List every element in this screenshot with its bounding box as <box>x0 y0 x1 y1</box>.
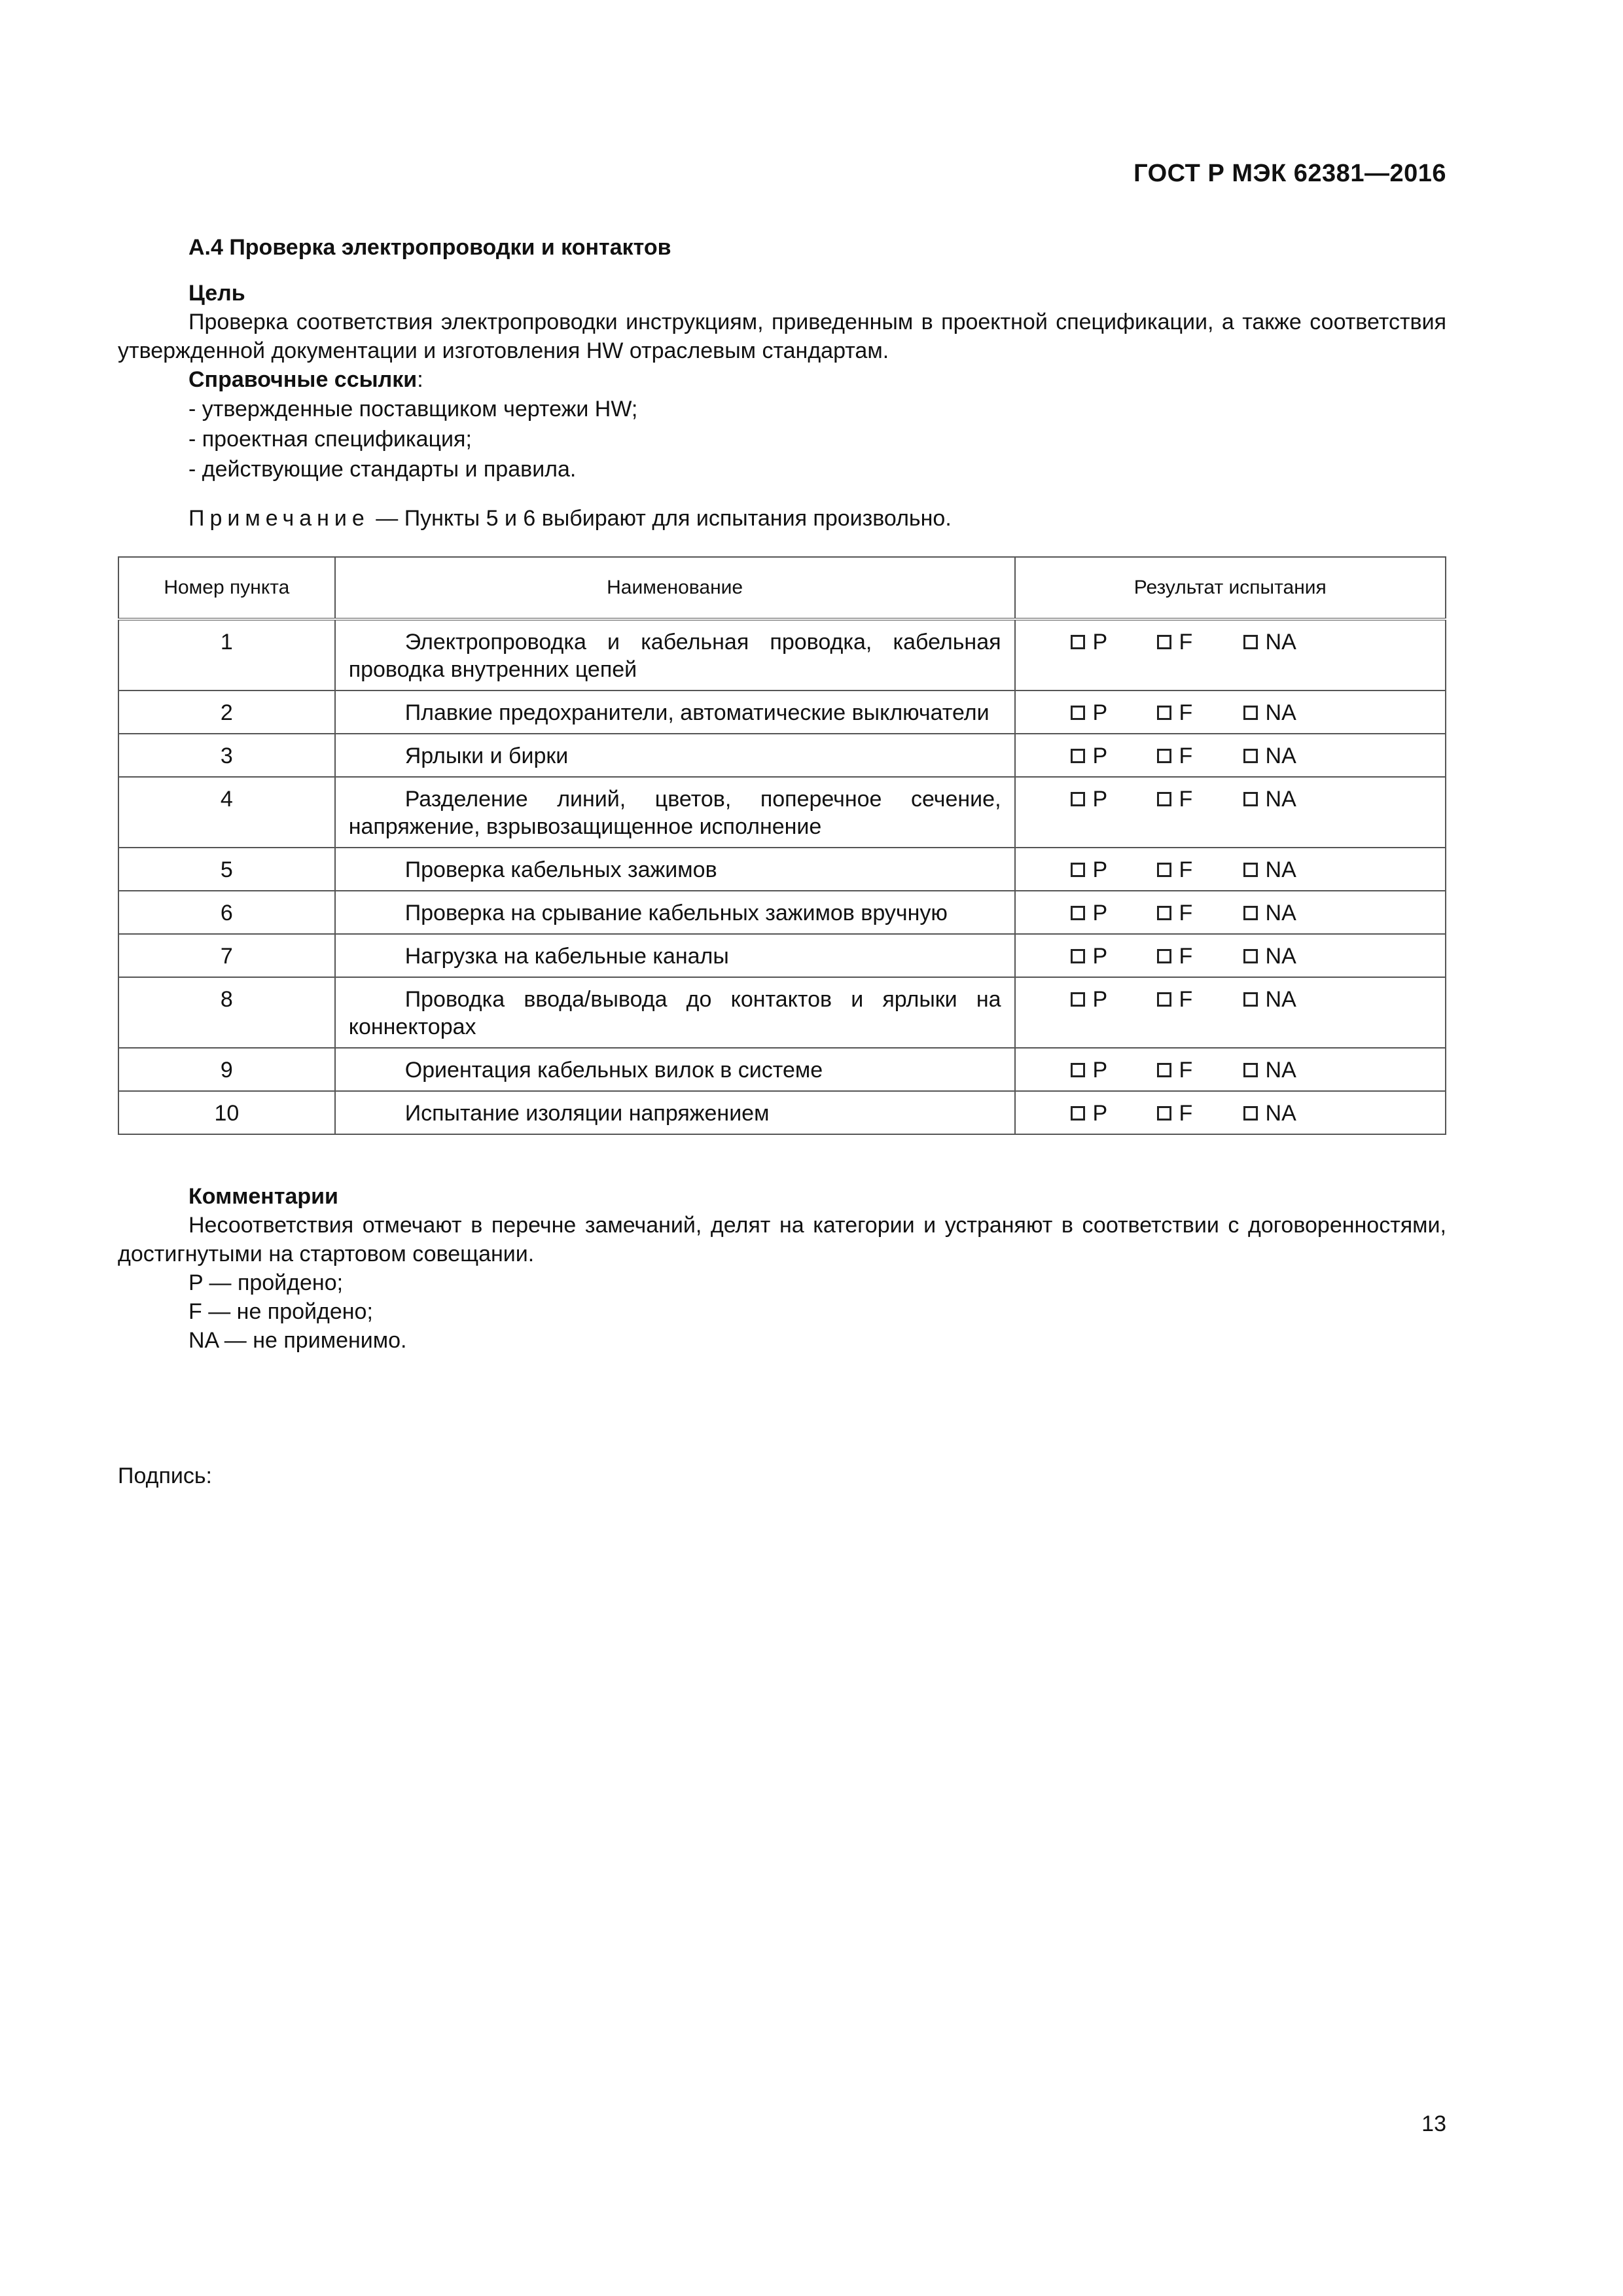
row-name-cell <box>335 891 1015 934</box>
page-number: 13 <box>1421 2111 1446 2136</box>
result-option-na[interactable] <box>1243 742 1330 770</box>
header-number: Номер пункта <box>118 557 335 619</box>
result-option-p[interactable] <box>1071 856 1157 884</box>
checkbox-icon[interactable] <box>1157 1063 1171 1077</box>
result-option-p[interactable] <box>1071 742 1157 770</box>
result-option-p[interactable] <box>1071 785 1157 813</box>
result-option-p[interactable] <box>1071 899 1157 927</box>
result-option-na[interactable] <box>1243 942 1330 970</box>
checkbox-icon[interactable] <box>1157 792 1171 806</box>
result-option-na[interactable] <box>1243 628 1330 656</box>
refs-heading: Справочные ссылки: <box>188 367 423 392</box>
row-name: Ориентация кабельных вилок в системе <box>404 1058 823 1083</box>
result-option-label: P <box>1092 700 1108 725</box>
checkbox-icon[interactable] <box>1157 949 1171 963</box>
row-result-cell <box>1015 777 1446 848</box>
goal-text: Проверка соответствия электропроводки инструкциям, приведенным в проектной спецификации, а также соответствия утвержденной документации и изготовления HW отраслевым стандартам. <box>118 310 1446 363</box>
row-name-cell <box>335 1091 1015 1134</box>
row-result-cell <box>1015 891 1446 934</box>
checkbox-icon[interactable] <box>1071 906 1085 920</box>
row-result-cell <box>1015 1048 1446 1091</box>
checkbox-icon[interactable] <box>1071 992 1085 1007</box>
result-options <box>1029 899 1432 927</box>
table-row <box>118 934 1446 977</box>
row-number: 6 <box>118 891 335 934</box>
result-option-f[interactable] <box>1157 742 1243 770</box>
result-option-f[interactable] <box>1157 699 1243 726</box>
result-options <box>1029 628 1432 656</box>
checkbox-icon[interactable] <box>1157 992 1171 1007</box>
refs-item: - утвержденные поставщиком чертежи HW; <box>188 397 638 422</box>
row-result-cell <box>1015 691 1446 734</box>
row-number: 10 <box>118 1091 335 1134</box>
row-number: 4 <box>118 777 335 848</box>
row-name: Ярлыки и бирки <box>404 744 569 768</box>
result-option-label: NA <box>1265 857 1296 882</box>
result-option-label: P <box>1092 744 1108 768</box>
result-options <box>1029 856 1432 884</box>
checkbox-icon[interactable] <box>1243 1063 1258 1077</box>
table-row <box>118 1048 1446 1091</box>
result-option-label: P <box>1092 630 1108 655</box>
result-option-f[interactable] <box>1157 1056 1243 1084</box>
result-option-f[interactable] <box>1157 628 1243 656</box>
result-option-na[interactable] <box>1243 785 1330 813</box>
result-option-label: NA <box>1265 901 1296 925</box>
checkbox-icon[interactable] <box>1157 906 1171 920</box>
result-option-label: NA <box>1265 987 1296 1012</box>
result-option-label: F <box>1179 987 1193 1012</box>
legend-fail: F — не пройдено; <box>188 1299 373 1324</box>
result-option-label: F <box>1179 857 1193 882</box>
result-option-f[interactable] <box>1157 856 1243 884</box>
row-number: 1 <box>118 619 335 691</box>
result-option-p[interactable] <box>1071 942 1157 970</box>
result-option-na[interactable] <box>1243 1056 1330 1084</box>
result-option-p[interactable] <box>1071 1100 1157 1127</box>
goal-heading: Цель <box>188 281 245 306</box>
result-option-label: F <box>1179 944 1193 969</box>
row-number: 5 <box>118 848 335 891</box>
row-name-cell <box>335 934 1015 977</box>
row-name: Плавкие предохранители, автоматические выключатели <box>404 700 990 725</box>
row-name-cell <box>335 1048 1015 1091</box>
table-row <box>118 777 1446 848</box>
row-name: Проводка ввода/вывода до контактов и ярлыки на коннекторах <box>348 987 1001 1039</box>
checkbox-icon[interactable] <box>1071 749 1085 763</box>
result-option-label: F <box>1179 901 1193 925</box>
table-row <box>118 734 1446 777</box>
result-options <box>1029 1100 1432 1127</box>
result-option-label: P <box>1092 1101 1108 1126</box>
checkbox-icon[interactable] <box>1243 1106 1258 1121</box>
row-name: Проверка кабельных зажимов <box>404 857 717 882</box>
result-options <box>1029 986 1432 1013</box>
result-option-label: P <box>1092 901 1108 925</box>
checkbox-icon[interactable] <box>1157 706 1171 720</box>
checkbox-icon[interactable] <box>1157 749 1171 763</box>
refs-item: - действующие стандарты и правила. <box>188 457 577 482</box>
comments-section <box>118 1182 1446 1355</box>
result-option-label: NA <box>1265 700 1296 725</box>
result-option-na[interactable] <box>1243 856 1330 884</box>
result-option-na[interactable] <box>1243 699 1330 726</box>
checkbox-icon[interactable] <box>1071 1063 1085 1077</box>
row-name-cell <box>335 848 1015 891</box>
result-option-label: F <box>1179 787 1193 812</box>
result-option-na[interactable] <box>1243 899 1330 927</box>
row-result-cell <box>1015 934 1446 977</box>
result-option-p[interactable] <box>1071 699 1157 726</box>
result-option-na[interactable] <box>1243 1100 1330 1127</box>
result-options <box>1029 699 1432 726</box>
signature-label: Подпись: <box>118 1463 213 1488</box>
legend-pass: P — пройдено; <box>188 1270 344 1295</box>
legend-na: NA — не применимо. <box>188 1328 407 1353</box>
comments-text: Несоответствия отмечают в перечне замечаний, делят на категории и устраняют в соответствии с договоренностями, достигнутыми на стартовом совещании. <box>118 1213 1446 1266</box>
result-option-p[interactable] <box>1071 986 1157 1013</box>
checkbox-icon[interactable] <box>1157 863 1171 877</box>
row-number: 7 <box>118 934 335 977</box>
result-option-p[interactable] <box>1071 628 1157 656</box>
result-option-na[interactable] <box>1243 986 1330 1013</box>
row-result-cell <box>1015 848 1446 891</box>
header-result: Результат испытания <box>1015 557 1446 619</box>
checkbox-icon[interactable] <box>1243 992 1258 1007</box>
result-option-p[interactable] <box>1071 1056 1157 1084</box>
checkbox-icon[interactable] <box>1071 635 1085 649</box>
row-result-cell <box>1015 734 1446 777</box>
checklist-table <box>118 556 1446 1135</box>
result-option-label: F <box>1179 1101 1193 1126</box>
result-option-label: F <box>1179 1058 1193 1083</box>
row-result-cell <box>1015 619 1446 691</box>
checkbox-icon[interactable] <box>1243 949 1258 963</box>
result-option-label: P <box>1092 944 1108 969</box>
checkbox-icon[interactable] <box>1071 949 1085 963</box>
checkbox-icon[interactable] <box>1243 792 1258 806</box>
checkbox-icon[interactable] <box>1071 792 1085 806</box>
result-option-label: NA <box>1265 1058 1296 1083</box>
comments-heading: Комментарии <box>188 1184 338 1209</box>
checkbox-icon[interactable] <box>1243 749 1258 763</box>
result-option-label: NA <box>1265 744 1296 768</box>
page-content <box>118 233 1446 1355</box>
result-option-label: P <box>1092 1058 1108 1083</box>
table-row <box>118 691 1446 734</box>
document-code: ГОСТ Р МЭК 62381—2016 <box>1133 160 1446 187</box>
row-name-cell <box>335 691 1015 734</box>
table-header-row <box>118 557 1446 619</box>
checkbox-icon[interactable] <box>1157 635 1171 649</box>
row-name: Испытание изоляции напряжением <box>404 1101 770 1126</box>
checkbox-icon[interactable] <box>1243 635 1258 649</box>
row-number: 8 <box>118 977 335 1048</box>
checkbox-icon[interactable] <box>1071 706 1085 720</box>
table-row <box>118 891 1446 934</box>
header-name: Наименование <box>335 557 1015 619</box>
row-name: Проверка на срывание кабельных зажимов вручную <box>404 901 948 925</box>
refs-item: - проектная спецификация; <box>188 427 472 452</box>
row-result-cell <box>1015 977 1446 1048</box>
result-option-label: F <box>1179 700 1193 725</box>
checkbox-icon[interactable] <box>1071 863 1085 877</box>
checkbox-icon[interactable] <box>1243 906 1258 920</box>
section-title: А.4 Проверка электропроводки и контактов <box>188 235 671 260</box>
row-result-cell <box>1015 1091 1446 1134</box>
checkbox-icon[interactable] <box>1071 1106 1085 1121</box>
result-option-label: NA <box>1265 787 1296 812</box>
checkbox-icon[interactable] <box>1157 1106 1171 1121</box>
result-option-label: NA <box>1265 1101 1296 1126</box>
row-number: 2 <box>118 691 335 734</box>
row-name: Нагрузка на кабельные каналы <box>404 944 729 969</box>
row-number: 3 <box>118 734 335 777</box>
result-options <box>1029 742 1432 770</box>
result-option-f[interactable] <box>1157 1100 1243 1127</box>
result-option-label: P <box>1092 787 1108 812</box>
result-options <box>1029 1056 1432 1084</box>
checkbox-icon[interactable] <box>1243 706 1258 720</box>
table-row <box>118 977 1446 1048</box>
result-option-f[interactable] <box>1157 785 1243 813</box>
row-name: Разделение линий, цветов, поперечное сечение, напряжение, взрывозащищенное исполнение <box>348 787 1001 839</box>
row-name-cell <box>335 619 1015 691</box>
row-name-cell <box>335 734 1015 777</box>
result-option-label: P <box>1092 987 1108 1012</box>
result-option-f[interactable] <box>1157 942 1243 970</box>
table-row <box>118 848 1446 891</box>
result-option-label: NA <box>1265 630 1296 655</box>
row-name: Электропроводка и кабельная проводка, кабельная проводка внутренних цепей <box>348 630 1001 682</box>
result-options <box>1029 942 1432 970</box>
table-row <box>118 1091 1446 1134</box>
result-option-label: P <box>1092 857 1108 882</box>
note-label: Примечание <box>188 506 370 531</box>
row-name-cell <box>335 977 1015 1048</box>
table-row <box>118 619 1446 691</box>
result-options <box>1029 785 1432 813</box>
result-option-f[interactable] <box>1157 986 1243 1013</box>
result-option-f[interactable] <box>1157 899 1243 927</box>
checkbox-icon[interactable] <box>1243 863 1258 877</box>
note <box>188 504 1446 533</box>
row-number: 9 <box>118 1048 335 1091</box>
refs-list <box>118 394 1446 484</box>
row-name-cell <box>335 777 1015 848</box>
note-text: — Пункты 5 и 6 выбирают для испытания произвольно. <box>369 506 952 531</box>
result-option-label: NA <box>1265 944 1296 969</box>
result-option-label: F <box>1179 630 1193 655</box>
result-option-label: F <box>1179 744 1193 768</box>
